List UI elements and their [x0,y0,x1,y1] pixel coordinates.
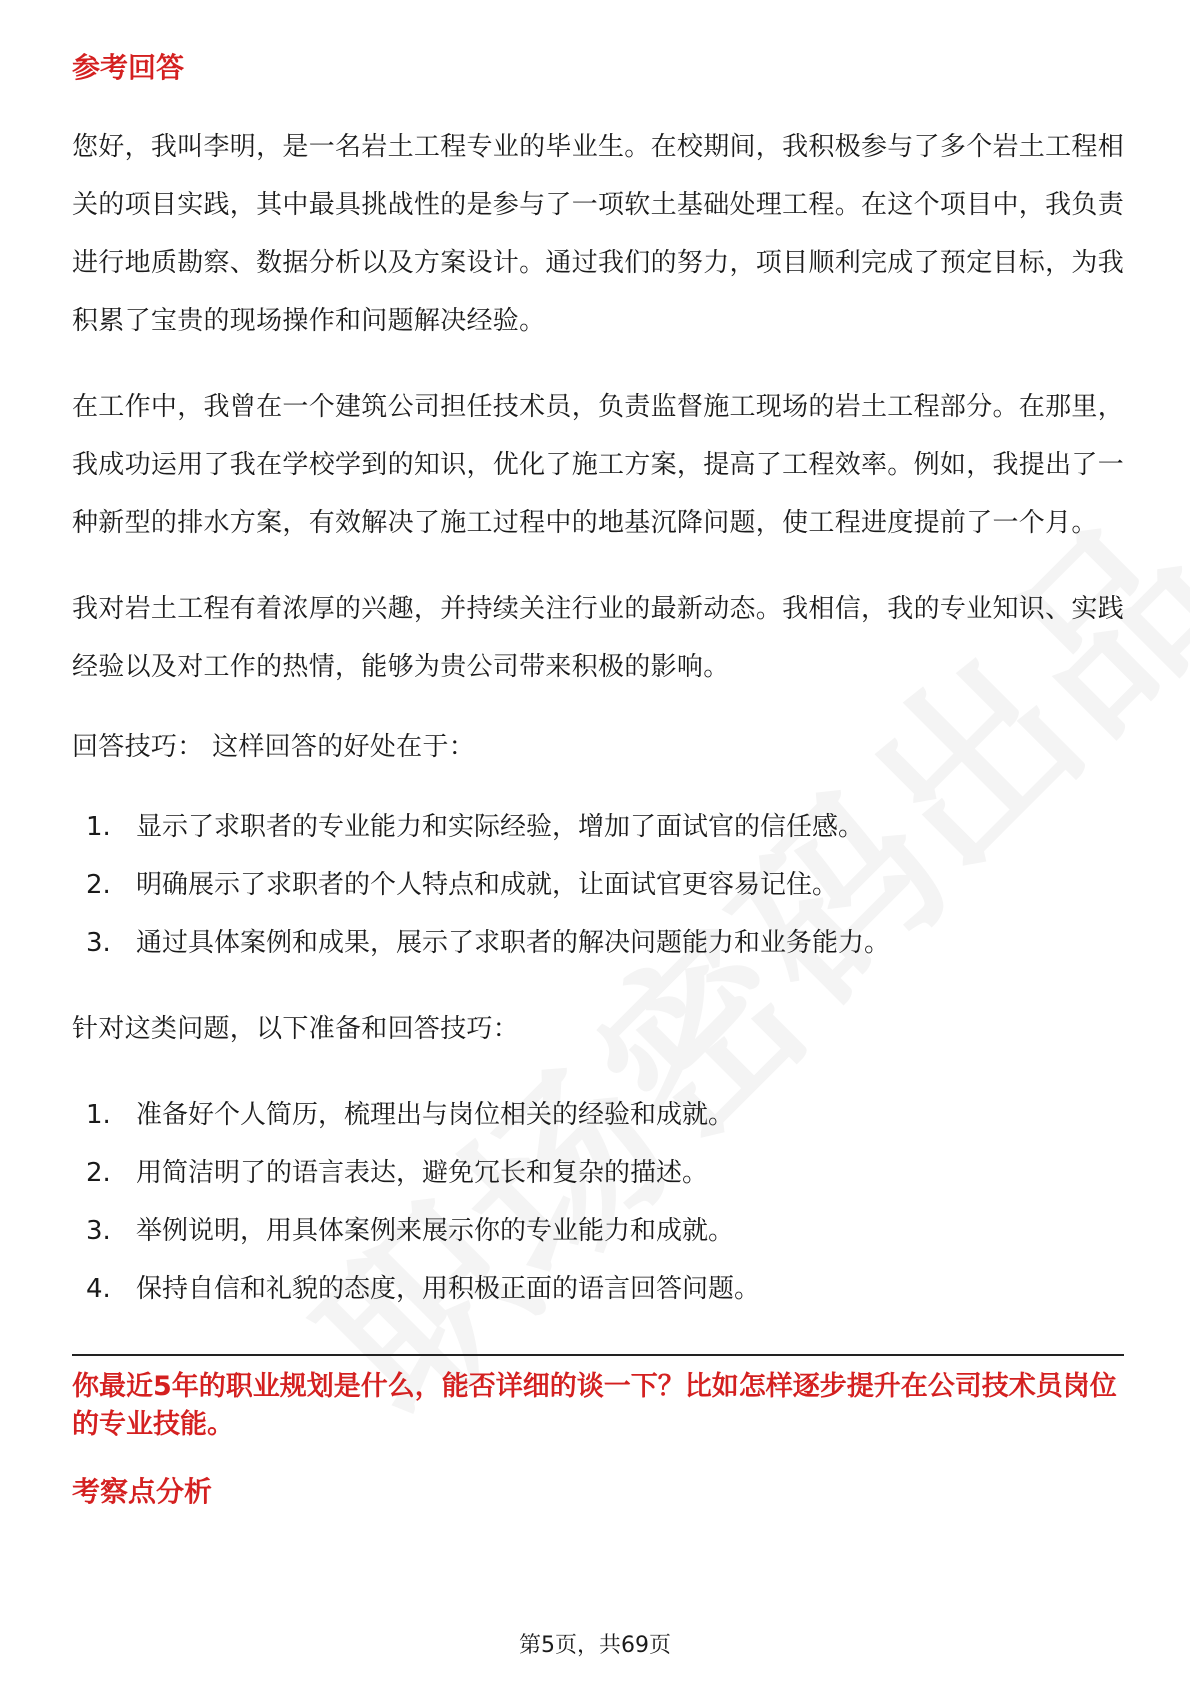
list-text: 举例说明，用具体案例来展示你的专业能力和成就。 [136,1216,735,1246]
list-text: 准备好个人简历，梳理出与岗位相关的经验和成就。 [136,1100,735,1130]
prep-intro: 针对这类问题，以下准备和回答技巧： [72,1014,520,1044]
next-question: 你最近5年的职业规划是什么，能否详细的谈一下？比如怎样逐步提升在公司技术员岗位的专业技能。 [72,1371,1117,1440]
list-item [72,798,1124,856]
list-number: 1. [86,812,111,842]
list-text: 用简洁明了的语言表达，避免冗长和复杂的描述。 [136,1158,709,1188]
list-text: 显示了求职者的专业能力和实际经验，增加了面试官的信任感。 [136,812,865,842]
list-number: 3. [86,1216,111,1246]
tips-list [72,798,1124,972]
list-item [72,1260,1124,1318]
list-item [72,1144,1124,1202]
answer-title: 参考回答 [72,51,185,84]
tips-intro: 回答技巧： 这样回答的好处在于： [72,732,476,762]
page-footer: 第5页，共69页 [519,1633,671,1658]
list-number: 3. [86,928,111,958]
analysis-title: 考察点分析 [72,1475,213,1508]
list-number: 2. [86,870,111,900]
list-number: 1. [86,1100,111,1130]
list-item [72,1202,1124,1260]
answer-paragraph-1: 您好，我叫李明，是一名岩土工程专业的毕业生。在校期间，我积极参与了多个岩土工程相关的项目实践，其中最具挑战性的是参与了一项软土基础处理工程。在这个项目中，我负责进行地质勘察、数据分析以及方案设计。通过我们的努力，项目顺利完成了预定目标，为我积累了宝贵的现场操作和问题解决经验。 [72,132,1125,336]
list-text: 通过具体案例和成果，展示了求职者的解决问题能力和业务能力。 [136,928,891,958]
answer-paragraph-3: 我对岩土工程有着浓厚的兴趣，并持续关注行业的最新动态。我相信，我的专业知识、实践经验以及对工作的热情，能够为贵公司带来积极的影响。 [72,594,1125,682]
prep-list [72,1086,1124,1318]
list-text: 明确展示了求职者的个人特点和成就，让面试官更容易记住。 [136,870,839,900]
list-item [72,1086,1124,1144]
list-number: 2. [86,1158,111,1188]
list-number: 4. [86,1274,111,1304]
list-item [72,914,1124,972]
list-item [72,856,1124,914]
section-divider [72,1354,1124,1356]
answer-paragraph-2: 在工作中，我曾在一个建筑公司担任技术员，负责监督施工现场的岩土工程部分。在那里，我成功运用了我在学校学到的知识，优化了施工方案，提高了工程效率。例如，我提出了一种新型的排水方案，有效解决了施工过程中的地基沉降问题，使工程进度提前了一个月。 [72,392,1125,538]
page-content [72,48,1124,1512]
list-text: 保持自信和礼貌的态度，用积极正面的语言回答问题。 [136,1274,761,1304]
